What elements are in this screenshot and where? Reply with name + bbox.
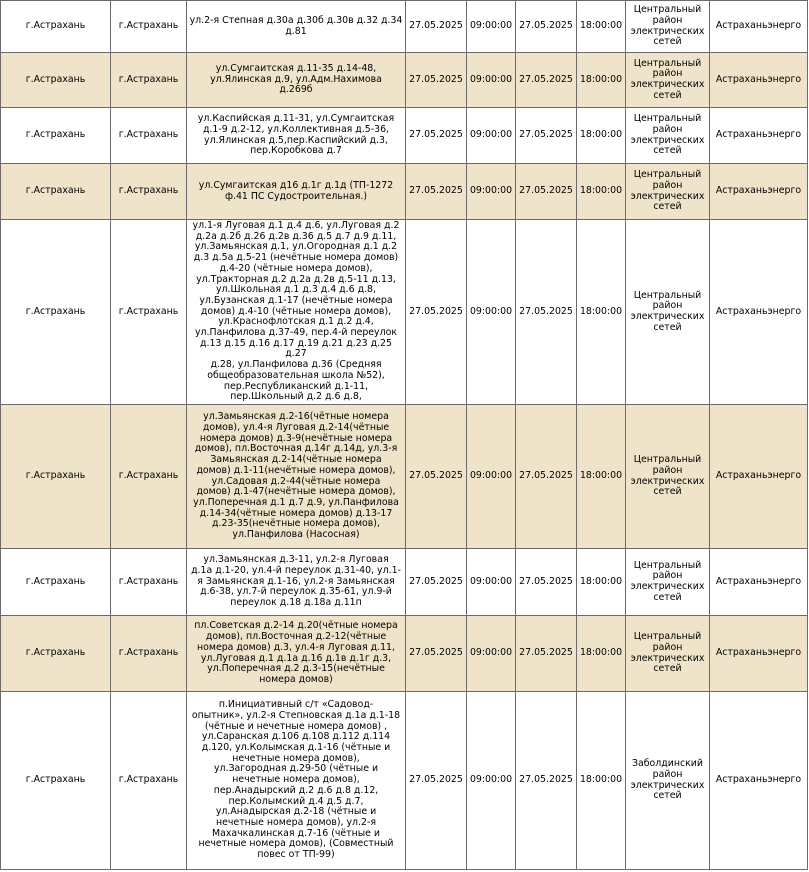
start-date-cell: 27.05.2025 [406,1,467,53]
address-cell-line: д.6-38, ул.7-й переулок д.35-61, ул.9-й [200,586,392,598]
district-cell-line: электрических [630,652,705,664]
address-cell-line: д.13 д.15 д.16 д.17 д.19 д.21 д.23 д.25 д.27 [200,337,392,360]
district-cell-line: электрических [630,134,705,146]
district-cell-line: район [652,179,683,191]
address-cell-line: общеобразовательная школа №52), [207,369,385,381]
address-cell [187,220,406,405]
district-cell-line: сетей [653,591,682,603]
end-date-cell: 27.05.2025 [516,405,577,549]
address-cell-line: д.23-35(нечётные номера домов), [212,518,380,530]
district-cell-line: Центральный [633,113,702,125]
company-cell: Астраханьэнерго [710,549,808,616]
company-cell: Астраханьэнерго [710,220,808,405]
address-cell-line: домов), пл.Восточная д.2-12(чётные [205,631,387,643]
district-cell-line: сетей [653,663,682,675]
address-cell-line: ул.Саранская д.106 д.108 д.112 д.114 [201,731,391,743]
address-cell-line: ул.Замьянская д.3-11, ул.2-я Луговая [203,554,389,566]
address-cell [187,692,406,870]
district-cell-line: сетей [653,89,682,101]
company-cell: Астраханьэнерго [710,692,808,870]
district-cell-line: Центральный [633,289,702,301]
start-time-cell: 09:00:00 [467,616,516,692]
table-row [1,549,808,616]
address-cell-line: ул.Краснофлотская д.1 д.2 д.4, [218,316,374,328]
district-cell-line: электрических [630,25,705,37]
locality-cell: г.Астрахань [111,164,187,220]
company-cell: Астраханьэнерго [710,616,808,692]
district-cell-line: район [652,464,683,476]
address-cell-line: д.14-34(чётные номера домов) д.13-17 [199,507,393,519]
district-cell [626,108,710,164]
address-cell-line: ул.Школьная д.1 д.3 д.4 д.6 д.8, [216,284,376,296]
start-time-cell: 09:00:00 [467,692,516,870]
city-cell: г.Астрахань [1,692,111,870]
district-cell-line: Центральный [633,559,702,571]
end-time-cell: 18:00:00 [577,220,626,405]
address-cell-line: ул.Загородная д.29-50 (чётные и [213,763,379,775]
end-time-cell: 18:00:00 [577,1,626,53]
address-cell-line: Махачкалинская д.7-16 (чётные и [212,827,380,839]
address-cell-line: нечетные номера домов), ул.2-я [215,816,376,828]
address-cell-line: ул.Панфилова (Насосная) [232,529,360,541]
district-cell-line: электрических [630,79,705,90]
district-cell-line: район [652,123,683,135]
district-cell-line: район [652,14,683,26]
address-cell [187,164,406,220]
address-cell-line: номера домов) д.3, ул.4-я Луговая д.11, [197,641,395,653]
address-cell-line: нечетные номера домов), [232,774,360,786]
table-row [1,108,808,164]
address-cell-line: переулок д.18 д.18а д.11п [230,597,362,609]
address-cell-line: домов), пл.Восточная д.14г д.14д, ул.3-я [194,443,398,455]
locality-cell: г.Астрахань [111,108,187,164]
address-cell-line: ул.Бузанская д.1-17 (нечётные номера [199,294,393,306]
address-cell [187,108,406,164]
company-cell: Астраханьэнерго [710,53,808,108]
address-cell-line: Замьянская д.2-14(чётные номера [210,454,382,466]
end-date-cell: 27.05.2025 [516,108,577,164]
start-time-cell: 09:00:00 [467,549,516,616]
district-cell-line: электрических [630,581,705,592]
district-cell-line: район [652,68,683,80]
address-cell-line: пер.Коробкова д.7 [250,145,342,157]
district-cell-line: сетей [653,201,682,213]
district-cell-line: сетей [653,486,682,498]
address-cell-line: ул.Поперечная д.1 д.7 д.9, ул.Панфилова [193,496,399,508]
address-cell-line: д.1а д.1-20, ул.4-й переулок д.31-40, ул.1- [191,564,401,576]
district-cell-line: электрических [630,311,705,322]
address-cell-line: ул.Анадырская д.2-18 (чётные и [215,806,377,818]
table-row [1,692,808,870]
address-cell-line: ул.Садовая д.2-44(чётные номера [211,475,381,487]
end-date-cell: 27.05.2025 [516,549,577,616]
city-cell: г.Астрахань [1,1,111,53]
district-cell-line: сетей [653,790,682,802]
table-row [1,405,808,549]
district-cell-line: район [652,570,683,582]
address-cell-line: ул.Панфилова д.37-49, пер.4-й переулок [195,327,397,339]
city-cell: г.Астрахань [1,108,111,164]
address-cell-line: домов) д.1-11(нечётные номера домов), [196,464,396,476]
district-cell-line: Центральный [633,4,702,16]
district-cell-line: электрических [630,190,705,202]
end-date-cell: 27.05.2025 [516,692,577,870]
address-cell-line: пер.Школьный д.2 д.6 д.8, [230,391,362,403]
district-cell-line: район [652,300,683,312]
address-cell-line: пер.Колымский д.4 д.5 д.7, [228,795,364,807]
address-cell-line: я Замьянская д.1-16, ул.2-я Замьянская [197,575,395,587]
address-cell [187,405,406,549]
address-cell-line: д.269б [279,84,313,96]
locality-cell: г.Астрахань [111,549,187,616]
start-date-cell: 27.05.2025 [406,164,467,220]
address-cell [187,53,406,108]
city-cell: г.Астрахань [1,220,111,405]
city-cell: г.Астрахань [1,53,111,108]
district-cell-line: сетей [653,321,682,333]
company-cell: Астраханьэнерго [710,164,808,220]
locality-cell: г.Астрахань [111,53,187,108]
start-time-cell: 09:00:00 [467,220,516,405]
district-cell-line: Заболдинский [632,758,703,770]
start-date-cell: 27.05.2025 [406,108,467,164]
address-cell-line: д.28, ул.Панфилова д.36 (Средняя [210,359,382,371]
district-cell-line: Центральный [633,57,702,69]
city-cell: г.Астрахань [1,405,111,549]
address-cell-line: номера домов) [259,673,333,685]
address-cell-line: ул.Ялинская д.5,пер.Каспийский д.3, [204,134,388,146]
district-cell [626,1,710,53]
start-time-cell: 09:00:00 [467,405,516,549]
address-cell-line: ул.Луговая д.1 д.1а д.16 д.1в д.1г д.3, [200,652,392,664]
address-cell-line: ул.Каспийская д.11-31, ул.Сумгаитская [197,113,395,125]
table-row [1,616,808,692]
end-date-cell: 27.05.2025 [516,164,577,220]
address-cell-line: ул.Тракторная д.2 д.2а д.2в д.5-11 д.13, [196,273,396,285]
address-cell-line: (чётные и нечетные номера домов) , [204,720,388,732]
table-row [1,220,808,405]
address-cell-line: ул.1-я Луговая д.1 д.4 д.6, ул.Луговая д.2 [192,220,400,232]
address-cell-line: д.4-20 (чётные номера домов), [219,262,373,274]
address-cell-line: пл.Советская д.2-14 д.20(чётные номера [194,620,398,632]
address-cell-line: пер.Республиканский д.1-11, [223,380,369,392]
start-date-cell: 27.05.2025 [406,405,467,549]
table-row [1,1,808,53]
address-cell-line: опытник», ул.2-я Степновская д.1а д.1-18 [191,709,401,721]
district-cell [626,549,710,616]
address-cell-line: ул.Замьянская д.2-16(чётные номера [203,411,389,423]
district-cell [626,616,710,692]
address-cell-line: д.1-9 д.2-12, ул.Коллективная д.5-36, [202,123,390,135]
address-cell [187,549,406,616]
address-cell-line: п.Инициативный с/т «Садовод- [218,699,374,711]
table-row [1,164,808,220]
start-date-cell: 27.05.2025 [406,53,467,108]
district-cell-line: электрических [630,475,705,487]
district-cell-line: электрических [630,779,705,791]
start-date-cell: 27.05.2025 [406,220,467,405]
start-time-cell: 09:00:00 [467,53,516,108]
district-cell-line: Центральный [633,169,702,181]
company-cell: Астраханьэнерго [710,405,808,549]
end-time-cell: 18:00:00 [577,53,626,108]
end-time-cell: 18:00:00 [577,405,626,549]
end-date-cell: 27.05.2025 [516,1,577,53]
district-cell [626,405,710,549]
address-cell [187,1,406,53]
start-time-cell: 09:00:00 [467,164,516,220]
locality-cell: г.Астрахань [111,616,187,692]
locality-cell: г.Астрахань [111,405,187,549]
address-cell-line: ул.Сумгаитская д16 д.1г д.1д (ТП-1272 [198,179,394,191]
district-cell-line: сетей [653,145,682,157]
address-cell-line: домов), ул.4-я Луговая д.2-14(чётные [202,421,390,433]
district-cell [626,164,710,220]
address-cell-line: д.2а д.2б д.26 д.2в д.36 д.5 д.7 д.9 д.11, [195,230,397,242]
table-body [1,1,808,870]
address-cell-line: нечетные номера домов), (Совместный [198,838,394,850]
address-cell-line: д.81 [285,25,307,37]
address-cell-line: ул.Ялинская д.9, ул.Адм.Нахимова [210,73,382,85]
address-cell-line: ф.41 ПС Судостроительная.) [224,190,368,202]
start-time-cell: 09:00:00 [467,108,516,164]
address-cell [187,616,406,692]
start-time-cell: 09:00:00 [467,1,516,53]
end-date-cell: 27.05.2025 [516,220,577,405]
end-time-cell: 18:00:00 [577,549,626,616]
address-cell-line: пер.Анадырский д.2 д.6 д.8 д.12, [213,784,379,796]
district-cell [626,692,710,870]
district-cell [626,220,710,405]
district-cell-line: Центральный [633,454,702,466]
address-cell-line: повес от ТП-99) [257,849,335,861]
address-cell-line: домов) д.1-47(нечётные номера домов), [196,486,396,498]
address-cell-line: домов) д.4-10 (чётные номера домов), [200,305,392,317]
district-cell-line: район [652,641,683,653]
end-date-cell: 27.05.2025 [516,616,577,692]
address-cell-line: ул.Сумгаитская д.11-35 д.14-48, [215,62,377,74]
address-cell-line: номера домов) д.3-9(нечётные номера [199,432,393,444]
address-cell-line: ул.Поперечная д.2 д.3-15(нечётные [207,663,385,675]
end-time-cell: 18:00:00 [577,692,626,870]
start-date-cell: 27.05.2025 [406,549,467,616]
address-cell-line: ул.Замьянская д.1, ул.Огородная д.1 д.2 [194,241,398,253]
address-cell-line: д.120, ул.Колымская д.1-16 (чётные и [201,742,391,754]
locality-cell: г.Астрахань [111,220,187,405]
table-row [1,53,808,108]
company-cell: Астраханьэнерго [710,108,808,164]
end-time-cell: 18:00:00 [577,164,626,220]
end-date-cell: 27.05.2025 [516,53,577,108]
locality-cell: г.Астрахань [111,692,187,870]
locality-cell: г.Астрахань [111,1,187,53]
start-date-cell: 27.05.2025 [406,616,467,692]
address-cell-line: ул.2-я Степная д.30а д.30б д.30в д.32 д.34 [189,14,403,26]
district-cell-line: сетей [653,36,682,48]
city-cell: г.Астрахань [1,616,111,692]
district-cell-line: район [652,768,683,780]
address-cell-line: нечетные номера домов), [232,752,360,764]
address-cell-line: д.3 д.5а д.5-21 (нечётные номера домов) [193,252,399,264]
city-cell: г.Астрахань [1,164,111,220]
start-date-cell: 27.05.2025 [406,692,467,870]
end-time-cell: 18:00:00 [577,108,626,164]
company-cell: Астраханьэнерго [710,1,808,53]
district-cell-line: Центральный [633,631,702,643]
end-time-cell: 18:00:00 [577,616,626,692]
district-cell [626,53,710,108]
city-cell: г.Астрахань [1,549,111,616]
